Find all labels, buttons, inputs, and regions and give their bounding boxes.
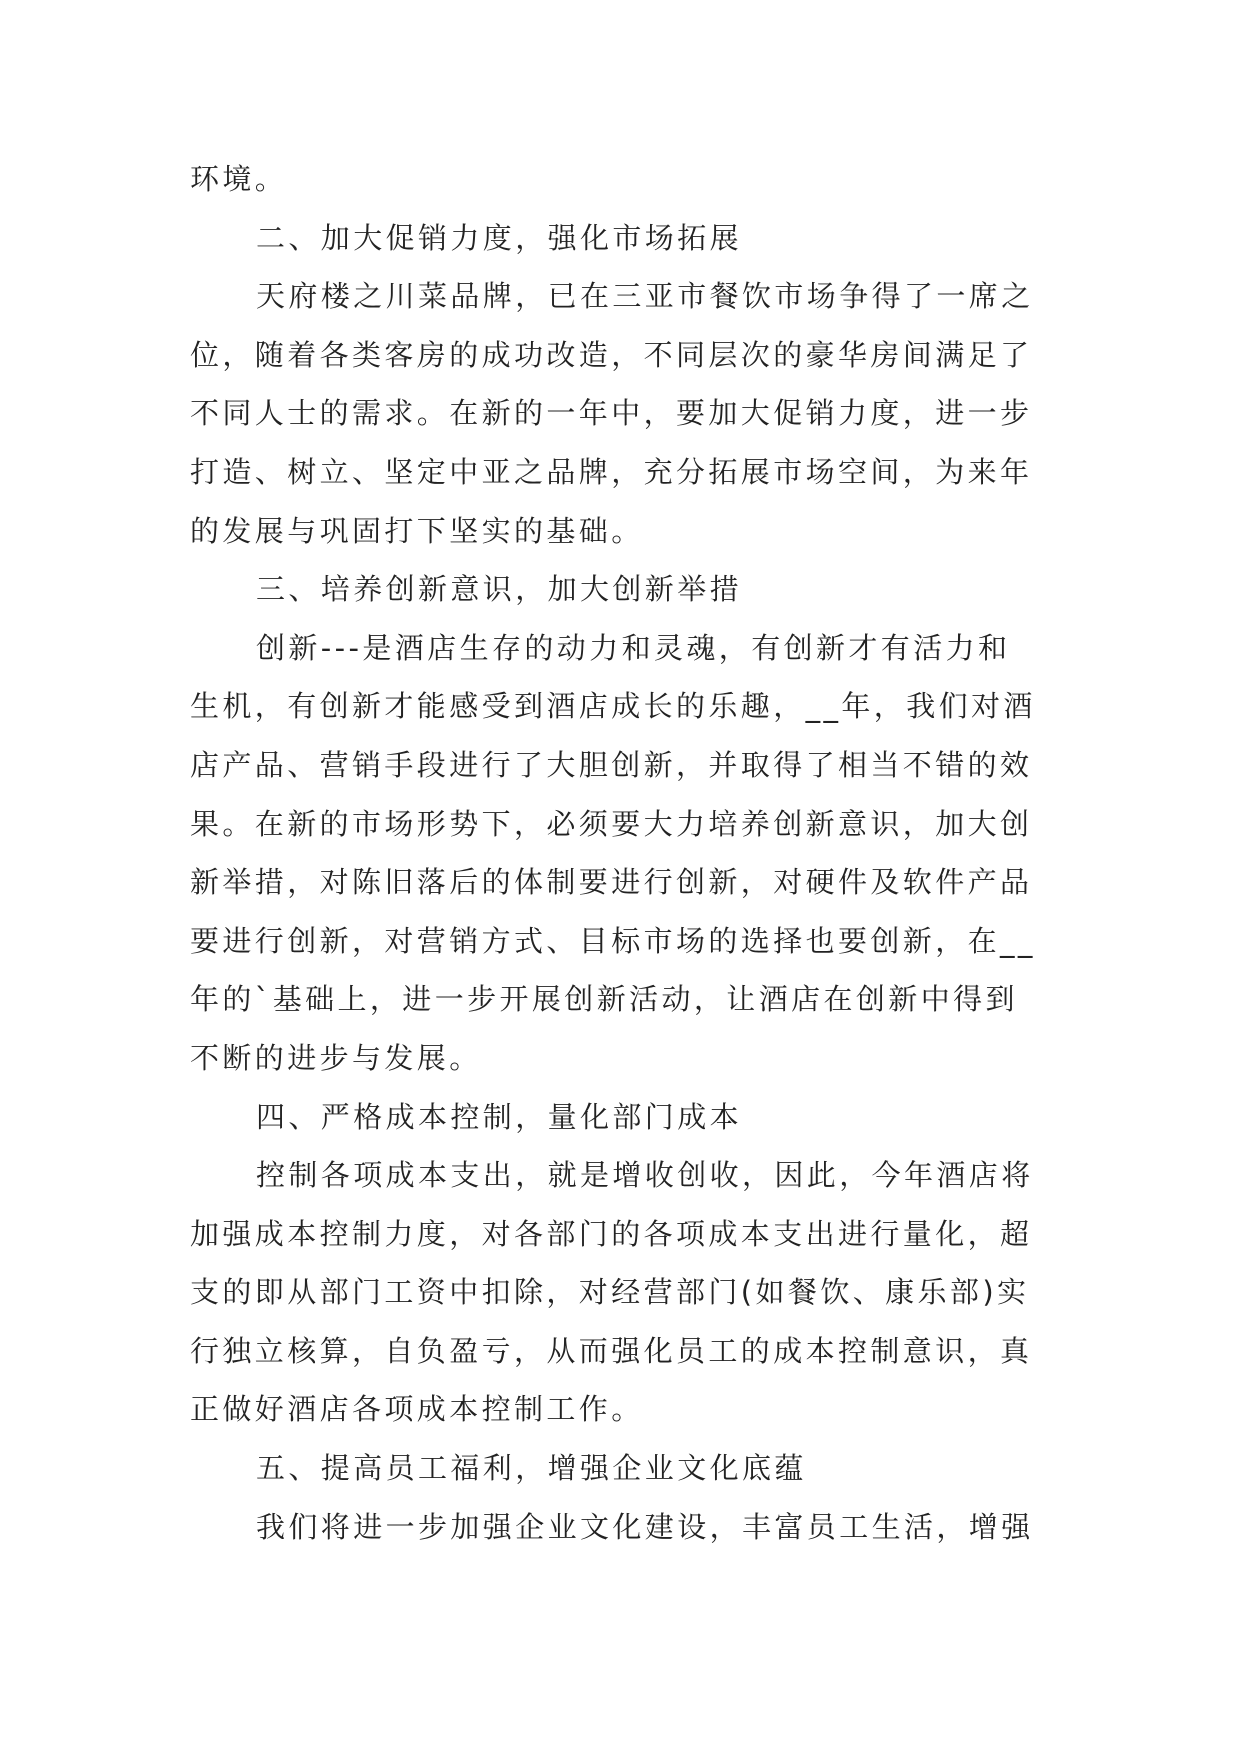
text-line: 店产品、营销手段进行了大胆创新，并取得了相当不错的效 (190, 747, 1033, 782)
text-line: 行独立核算，自负盈亏，从而强化员工的成本控制意识，真 (190, 1333, 1033, 1368)
text-line: 不同人士的需求。在新的一年中，要加大促销力度，进一步 (190, 396, 1033, 431)
section-heading: 二、加大促销力度，强化市场拓展 (256, 220, 743, 255)
text-line: 年的`基础上，进一步开展创新活动，让酒店在创新中得到 (190, 982, 1018, 1017)
text-line: 环境。 (190, 162, 288, 196)
text-line: 支的即从部门工资中扣除，对经营部门(如餐饮、康乐部)实 (190, 1275, 1030, 1310)
section-heading: 四、严格成本控制，量化部门成本 (256, 1099, 743, 1134)
text-line: 天府楼之川菜品牌，已在三亚市餐饮市场争得了一席之 (256, 279, 1034, 314)
text-line: 加强成本控制力度，对各部门的各项成本支出进行量化，超 (190, 1216, 1033, 1251)
text-line: 我们将进一步加强企业文化建设，丰富员工生活，增强 (256, 1509, 1034, 1544)
text-line: 不断的进步与发展。 (190, 1040, 482, 1075)
text-line: 的发展与巩固打下坚实的基础。 (190, 513, 644, 548)
text-line: 打造、树立、坚定中亚之品牌，充分拓展市场空间，为来年 (190, 454, 1033, 489)
text-line: 正做好酒店各项成本控制工作。 (190, 1392, 644, 1427)
document-page (190, 150, 1052, 1556)
text-line: 创新---是酒店生存的动力和灵魂，有创新才有活力和 (256, 630, 1011, 665)
section-heading: 三、培养创新意识，加大创新举措 (256, 572, 743, 607)
text-line: 新举措，对陈旧落后的体制要进行创新，对硬件及软件产品 (190, 865, 1033, 900)
text-line: 控制各项成本支出，就是增收创收，因此，今年酒店将 (256, 1158, 1034, 1193)
text-line: 位，随着各类客房的成功改造，不同层次的豪华房间满足了 (190, 337, 1033, 372)
text-line: 要进行创新，对营销方式、目标市场的选择也要创新，在__ (190, 923, 1036, 958)
section-heading: 五、提高员工福利，增强企业文化底蕴 (256, 1451, 807, 1486)
text-line: 果。在新的市场形势下，必须要大力培养创新意识，加大创 (190, 806, 1033, 841)
text-line: 生机，有创新才能感受到酒店成长的乐趣，__年，我们对酒 (190, 689, 1036, 724)
